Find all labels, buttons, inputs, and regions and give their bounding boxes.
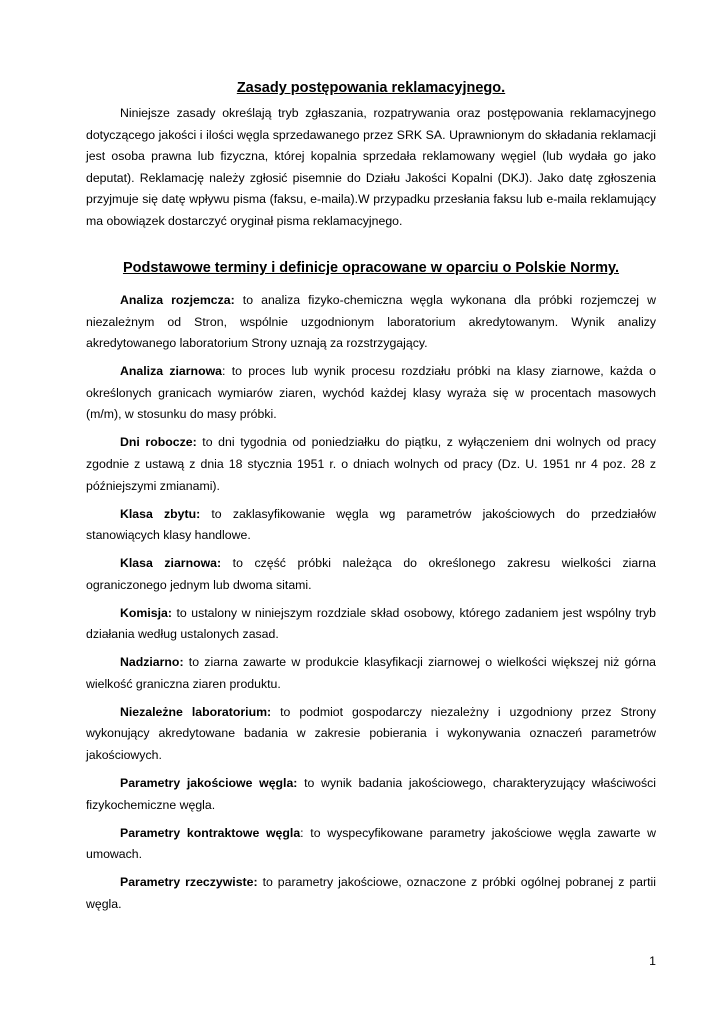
definition-term: Analiza rozjemcza: <box>120 293 235 307</box>
definition-term: Parametry kontraktowe węgla <box>120 825 301 840</box>
definition-item <box>86 504 656 547</box>
definition-term: Komisja: <box>120 605 172 620</box>
definition-text: to analiza fizyko-chemiczna węgla wykonana dla próbki rozjemczej w niezależnym od Stron, wspólnie uzgodnionym laboratorium akredytowanym. Wynik analizy akredytowanego laboratorium Strony uznają za rozstrzygający. <box>86 293 657 351</box>
document-title: Zasady postępowania reklamacyjnego. <box>236 80 506 96</box>
definition-text: to ziarna zawarte w produkcie klasyfikacji ziarnowej o wielkości większej niż górna wielkość graniczna ziaren produktu. <box>86 655 656 691</box>
definition-item <box>86 872 656 915</box>
definition-text: to podmiot gospodarczy niezależny i uzgodniony przez Strony wykonujący akredytowane badania w zakresie pobierania i wykonywania oznaczeń parametrów jakościowych. <box>86 704 656 763</box>
definition-item <box>86 603 656 646</box>
definition-term: Klasa zbytu: <box>120 506 201 521</box>
definition-item <box>86 553 656 596</box>
definition-text: to zaklasyfikowanie węgla wg parametrów jakościowych do przedziałów stanowiących klasy handlowe. <box>86 506 656 543</box>
definition-term: Nadziarno: <box>120 655 184 670</box>
definition-text: to wynik badania jakościowego, charakteryzujący właściwości fizykochemiczne węgla. <box>86 776 656 812</box>
definition-text: : to proces lub wynik procesu rozdziału próbki na klasy ziarnowe, każda o określonych granicach wymiarów ziaren, wychód każdej klasy wyraża się w procentach masowych (m/m), w stosunku do masy próbki. <box>86 364 656 422</box>
definition-item <box>86 432 656 497</box>
definition-term: Analiza ziarnowa <box>120 364 222 379</box>
definition-item <box>86 361 656 426</box>
definition-text: to ustalony w niniejszym rozdziale skład osobowy, którego zadaniem jest wspólny tryb działania według ustalonych zasad. <box>86 605 656 642</box>
definition-item <box>86 702 656 767</box>
definition-item <box>86 652 656 695</box>
definitions-heading: Podstawowe terminy i definicje opracowane w oparciu o Polskie Normy. <box>122 260 620 276</box>
definition-text: to dni tygodnia od poniedziałku do piątku, z wyłączeniem dni wolnych od pracy zgodnie z ustawą z dnia 18 stycznia 1951 r. o dniach wolnych od pracy (Dz. U. 1951 nr 4 poz. 28 z późniejszymi zmianami). <box>86 435 656 493</box>
definition-item <box>86 823 656 866</box>
definitions-list <box>86 290 656 922</box>
definition-text: : to wyspecyfikowane parametry jakościowe węgla zawarte w umowach. <box>86 825 657 862</box>
definition-term: Parametry jakościowe węgla: <box>120 776 298 790</box>
definition-term: Klasa ziarnowa: <box>120 556 222 571</box>
definition-term: Niezależne laboratorium: <box>120 704 272 719</box>
definition-text: to parametry jakościowe, oznaczone z próbki ogólnej pobranej z partii węgla. <box>86 875 656 911</box>
definition-item <box>86 290 656 355</box>
intro-paragraph: Niniejsze zasady określają tryb zgłaszania, rozpatrywania oraz postępowania reklamacyjnego dotyczącego jakości i ilości węgla sprzedawanego przez SRK SA. Uprawnionym do składania reklamacji jest osoba prawna lub fizyczna, której kopalnia sprzedała reklamowany węgiel (lub wydała go jako deputat). Reklamację należy zgłosić pisemnie do Działu Jakości Kopalni (DKJ). Jako datę zgłoszenia przyjmuje się datę wpływu pisma (faksu, e-maila).W przypadku przesłania faksu lub e-maila reklamujący ma obowiązek dostarczyć oryginał pisma reklamacyjnego. <box>86 106 656 228</box>
page-number: 1 <box>649 954 656 968</box>
definition-text: to część próbki należąca do określonego zakresu wielkości ziarna ograniczonego jednym lub dwoma sitami. <box>86 556 656 592</box>
definition-term: Parametry rzeczywiste: <box>120 875 258 890</box>
definition-item <box>86 773 656 816</box>
definition-term: Dni robocze: <box>120 435 197 450</box>
